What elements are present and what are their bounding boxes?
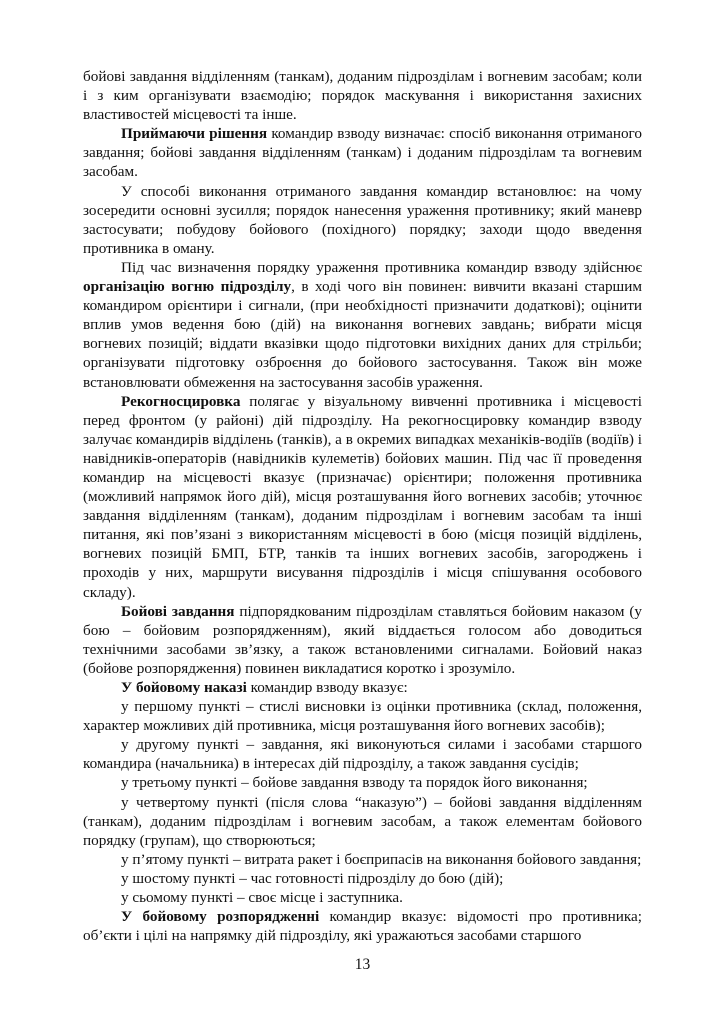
- bold-term: Бойові завдання: [121, 602, 235, 620]
- text-run: командир взводу вказує:: [246, 679, 408, 696]
- text-run: у п’ятому пункті – витрата ракет і боєприпасів на виконання бойового завдання;: [121, 850, 642, 868]
- text-run: командир вказує: відомості про противника; об’єкти і цілі на напрямку дій підрозділу, які уражаються засобами старшого: [83, 908, 642, 945]
- paragraph: [83, 182, 642, 258]
- paragraph: [83, 773, 642, 792]
- bold-term: організацію вогню підрозділу: [83, 278, 292, 296]
- text-run: бойові завдання відділенням (танкам), доданим підрозділам і вогневим засобам; коли і з ким організувати взаємодію; порядок маскування і використання захисних властивостей місцевості та інше.: [83, 68, 642, 124]
- text-run: у другому пункті – завдання, які виконуються силами і засобами старшого командира (начальника) в інтересах дій підрозділу, а також завдання сусідів;: [83, 736, 642, 773]
- paragraph: [83, 850, 642, 869]
- text-run: у третьому пункті – бойове завдання взводу та порядок його виконання;: [121, 774, 588, 792]
- paragraph: [83, 793, 642, 850]
- text-run: У способі виконання отриманого завдання командир встановлює: на чому зосередити основні зусилля; порядок нанесення ураження противнику; який маневр застосувати; побудову бойового (похідного) порядку; заходи щодо введення противника в оману.: [83, 182, 642, 257]
- paragraph: [83, 907, 642, 945]
- paragraph: [83, 697, 642, 735]
- page-number: 13: [354, 956, 371, 973]
- text-run: у шостому пункті – час готовності підрозділу до бою (дій);: [121, 869, 504, 887]
- paragraph: [83, 735, 642, 773]
- text-run: , в ході чого він повинен: вивчити вказані старшим командиром орієнтири і сигнали, (при необхідності призначити додаткові); оцінити вплив умов ведення бою (дій) на виконання вогневих завдань; вибрати місця вогневих позицій; віддати вказівки щодо підготовки вихідних даних для стрільби; організувати підготовку озброєння до бойового застосування. Також він може встановлювати обмеження на застосування засобів ураження.: [83, 278, 642, 391]
- text-run: у сьомому пункті – своє місце і заступника.: [121, 889, 403, 907]
- text-run: у першому пункті – стислі висновки із оцінки противника (склад, положення, характер можливих дій противника, місця розташування його вогневих засобів);: [83, 698, 642, 735]
- text-run: підпорядкованим підрозділам ставляться бойовим наказом (у бою – бойовим розпорядженням), який віддається голосом або доводиться технічними засобами зв’язку, а також встановленими сигналами. Бойовий наказ (бойове розпорядження) повинен викладатися коротко і зрозуміло.: [83, 602, 642, 677]
- document-body: [83, 67, 642, 945]
- bold-term: У бойовому наказі: [121, 679, 247, 696]
- paragraph: [83, 869, 642, 888]
- bold-term: Приймаючи рішення: [121, 125, 268, 143]
- bold-term: У бойовому розпорядженні: [121, 908, 320, 926]
- text-run: Під час визначення порядку ураження противника командир взводу здійснює: [121, 258, 642, 276]
- bold-term: Рекогносцировка: [121, 392, 241, 410]
- paragraph: [83, 67, 642, 124]
- paragraph: [83, 258, 642, 392]
- paragraph: [83, 392, 642, 602]
- text-run: у четвертому пункті (після слова “наказую”) – бойові завдання відділенням (танкам), доданим підрозділам і вогневим засобам, а також елементам бойового порядку (групам), що створюються;: [83, 793, 642, 849]
- paragraph: [83, 888, 642, 907]
- text-run: командир взводу визначає: спосіб виконання отриманого завдання; бойові завдання відділенням (танкам) і доданим підрозділам та вогневим засобам.: [83, 125, 642, 181]
- paragraph: [83, 124, 642, 181]
- paragraph: [83, 678, 642, 697]
- text-run: полягає у візуальному вивченні противника і місцевості перед фронтом (у районі) дій підрозділу. На рекогносцировку командир взводу залучає командирів відділень (танків), а в окремих випадках механіків-водіїв (водіїв) і навідників-операторів (навідників кулеметів) бойових машин. Під час її проведення командир на місцевості вказує (призначає) орієнтири; положення противника (можливий напрямок його дій), місця розташування його вогневих засобів; уточнює завдання відділенням (танкам), доданим підрозділам і вогневим засобам та інші питання, які пов’язані з використанням місцевості в бою (місця позицій відділень, вогневих позицій БМП, БТР, танків та інших вогневих засобів, загороджень і проходів у них, маршрути висування підрозділів і місця спішування особового складу).: [83, 392, 642, 601]
- paragraph: [83, 602, 642, 678]
